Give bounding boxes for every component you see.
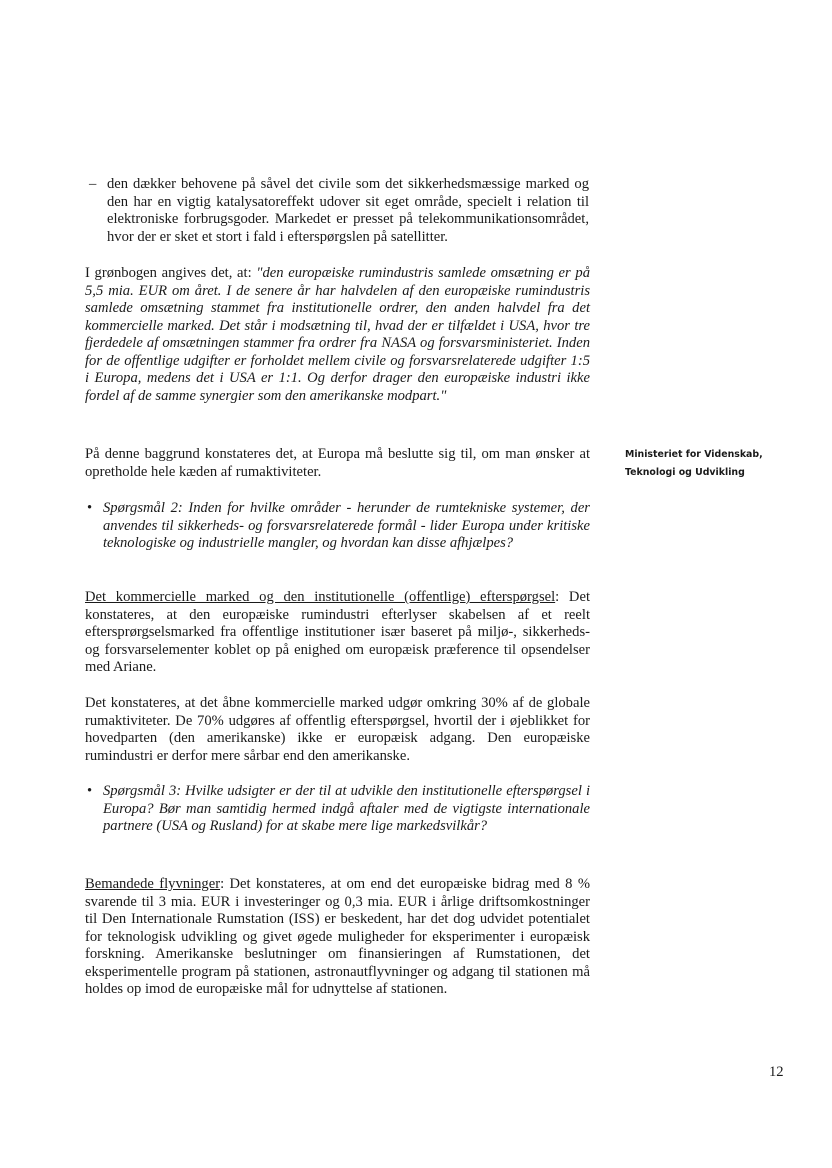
side-note-line-2: Teknologi og Udvikling [625,466,745,478]
question-3-item [85,783,590,836]
greenbook-quote: "den europæiske rumindustris samlede omsætning er på 5,5 mia. EUR om året. I de senere år har halvdelen af den europæiske rumindustris samlede omsætning stammet fra institutionelle ordrer, den anden halvdel fra det kommercielle marked. Det står i modsætning til, hvad der er tilfældet i USA, hvor tre fjerdedele af omsætningen stammer fra ordrer fra NASA og forsvarsministeriet. Inden for de offentlige udgifter er forholdet mellem civile og forsvarsrelaterede udgifter 1:5 i Europa, medens det i USA er 1:1. Og derfor drager den europæiske industri ikke fordel af de samme synergier som den amerikanske modpart." [85,265,590,404]
ministry-side-note [625,446,795,481]
dash-marker: – [89,176,97,192]
page-number: 12 [769,1064,784,1080]
conclusion-paragraph [85,446,590,481]
dash-list-item [89,176,589,246]
market-text: : Det konstateres, at den europæiske rumindustri efterlyser skabelsen af et reelt eftersprørgselsmarked fra offentlige institutioner især baseret på miljø-, sikkerheds- og forsvarselementer koblet op på enighed om europæisk præference til opsendelser med Ariane. [85,589,590,675]
quote-intro: I grønbogen angives det, at: [85,265,252,281]
manned-flights-paragraph [85,876,590,999]
market-heading: Det kommercielle marked og den institutionelle (offentlige) efterspørgsel [85,589,556,605]
market-share-text: Det konstateres, at det åbne kommercielle marked udgør omkring 30% af de globale rumaktiviteter. De 70% udgøres af offentlig efterspørgsel, hvortil der i øjeblikket for hovedparten (den amerikanske) ikke er europæisk adgang. Den europæiske rumindustri er derfor mere sårbar end den amerikanske. [85,695,590,764]
conclusion-text: På denne baggrund konstateres det, at Europa må beslutte sig til, om man ønsker at opretholde hele kæden af rumaktiviteter. [85,446,590,480]
market-paragraph [85,589,590,677]
question-2-text: Spørgsmål 2: Inden for hvilke områder - herunder de rumtekniske systemer, der anvendes til sikkerheds- og forsvarsrelaterede formål - lider Europa under kritiske teknologiske og industrielle mangler, og hvordan kan disse afhjælpes? [103,500,590,551]
bullet-marker: • [87,783,93,799]
question-2-item [85,500,590,553]
market-share-paragraph [85,695,590,765]
greenbook-quote-paragraph [85,265,590,405]
dash-item-text: den dækker behovene på såvel det civile som det sikkerhedsmæssige marked og den har en vigtig katalysatoreffekt udover sit eget område, specielt i relation til elektroniske forbrugsgoder. Markedet er presset på telekommunikationsområdet, hvor der er sket et stort i fald i efterspørgslen på satellitter. [107,176,589,245]
bullet-marker: • [87,500,93,516]
side-note-line-1: Ministeriet for Videnskab, [625,449,763,460]
flights-heading: Bemandede flyvninger [85,876,221,892]
question-3-text: Spørgsmål 3: Hvilke udsigter er der til at udvikle den institutionelle efterspørgsel i Europa? Bør man samtidig hermed indgå aftaler med de vigtigste internationale partnere (USA og Rusland) for at skabe mere lige markedsvilkår? [103,783,590,834]
flights-text: : Det konstateres, at om end det europæiske bidrag med 8 % svarende til 3 mia. EUR i investeringer og 0,3 mia. EUR i årlige driftsomkostninger til Den Internationale Rumstation (ISS) er beskedent, har det dog udvidet potentialet for teknologisk udvikling og givet øgede muligheder for eksperimenter i europæisk forskning. Amerikanske beslutninger om finansieringen af Rumstationen, det eksperimentelle program på stationen, astronautflyvninger og adgang til stationen må holdes op imod de europæiske mål for udnyttelse af stationen. [85,876,590,997]
